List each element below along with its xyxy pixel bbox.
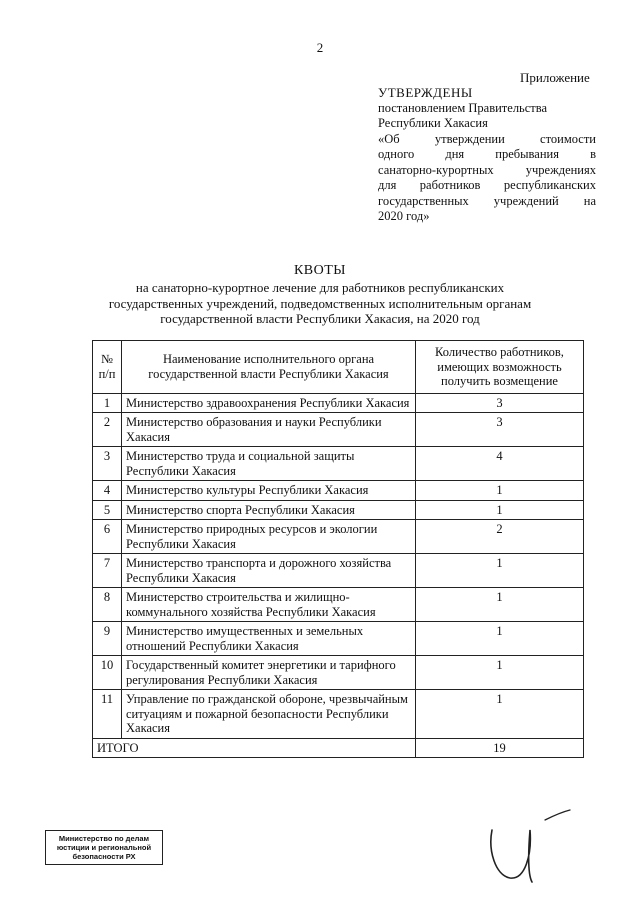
table-row	[93, 588, 584, 622]
header-num: № п/п	[93, 341, 122, 394]
signature	[470, 800, 580, 885]
row-count: 4	[416, 447, 584, 481]
stamp-line: юстиции и региональной	[56, 843, 152, 852]
approval-line: Республики Хакасия	[378, 116, 488, 130]
approval-block	[378, 85, 596, 225]
row-num: 3	[93, 447, 122, 481]
subtitle-line: на санаторно-курортное лечение для работников республиканских	[135, 280, 505, 295]
row-count: 1	[416, 481, 584, 501]
row-count: 2	[416, 520, 584, 554]
approval-line: постановлением Правительства	[378, 100, 548, 115]
total-row	[93, 738, 584, 758]
row-num: 4	[93, 481, 122, 501]
row-name: Министерство транспорта и дорожного хозяйства Республики Хакасия	[122, 554, 416, 588]
header-count: Количество работников, имеющих возможность получить возмещение	[416, 341, 584, 394]
table-row	[93, 520, 584, 554]
row-num: 8	[93, 588, 122, 622]
row-num: 11	[93, 690, 122, 739]
row-count: 1	[416, 622, 584, 656]
row-count: 1	[416, 500, 584, 520]
stamp-line: безопасности РХ	[72, 852, 136, 861]
table-row	[93, 622, 584, 656]
document-subtitle	[95, 280, 545, 327]
row-count: 1	[416, 554, 584, 588]
table-header-row	[93, 341, 584, 394]
table-row	[93, 656, 584, 690]
row-name: Министерство имущественных и земельных отношений Республики Хакасия	[122, 622, 416, 656]
approval-title: УТВЕРЖДЕНЫ	[378, 85, 473, 100]
row-name: Министерство здравоохранения Республики Хакасия	[122, 393, 416, 413]
subtitle-line: государственной власти Республики Хакасия, на 2020 год	[160, 311, 480, 326]
ministry-stamp	[45, 830, 163, 865]
subtitle-line: государственных учреждений, подведомственных исполнительным органам	[108, 295, 532, 311]
header-name: Наименование исполнительного органа государственной власти Республики Хакасия	[122, 341, 416, 394]
row-num: 9	[93, 622, 122, 656]
row-name: Министерство строительства и жилищно-коммунального хозяйства Республики Хакасия	[122, 588, 416, 622]
table-row	[93, 413, 584, 447]
row-count: 3	[416, 393, 584, 413]
table-row	[93, 554, 584, 588]
row-count: 1	[416, 588, 584, 622]
row-name: Министерство природных ресурсов и экологии Республики Хакасия	[122, 520, 416, 554]
total-value: 19	[416, 738, 584, 758]
row-count: 1	[416, 656, 584, 690]
row-num: 7	[93, 554, 122, 588]
page-number: 2	[316, 40, 324, 55]
table-row	[93, 447, 584, 481]
approval-line: 2020 год»	[378, 209, 430, 223]
table-row	[93, 690, 584, 739]
document-title: КВОТЫ	[293, 263, 347, 278]
approval-line: для работников республиканских	[378, 178, 596, 192]
row-name: Государственный комитет энергетики и тарифного регулирования Республики Хакасия	[122, 656, 416, 690]
row-count: 3	[416, 413, 584, 447]
row-name: Министерство спорта Республики Хакасия	[122, 500, 416, 520]
table-row	[93, 393, 584, 413]
total-label: ИТОГО	[93, 738, 416, 758]
row-num: 2	[93, 413, 122, 447]
appendix-label: Приложение	[520, 70, 590, 85]
approval-line: одного дня пребывания в	[378, 147, 596, 161]
row-name: Министерство образования и науки Республики Хакасия	[122, 413, 416, 447]
row-name: Министерство труда и социальной защиты Республики Хакасия	[122, 447, 416, 481]
row-name: Управление по гражданской обороне, чрезвычайным ситуациям и пожарной безопасности Республики Хакасия	[122, 690, 416, 739]
approval-line: «Об утверждении стоимости	[378, 131, 596, 146]
stamp-line: Министерство по делам	[58, 834, 150, 843]
table-row	[93, 481, 584, 501]
row-num: 5	[93, 500, 122, 520]
row-num: 1	[93, 393, 122, 413]
approval-line: санаторно-курортных учреждениях	[378, 162, 596, 177]
row-num: 6	[93, 520, 122, 554]
row-count: 1	[416, 690, 584, 739]
row-num: 10	[93, 656, 122, 690]
quota-table	[92, 340, 584, 758]
row-name: Министерство культуры Республики Хакасия	[122, 481, 416, 501]
table-body	[93, 393, 584, 738]
table-row	[93, 500, 584, 520]
approval-line: государственных учреждений на	[378, 193, 596, 208]
